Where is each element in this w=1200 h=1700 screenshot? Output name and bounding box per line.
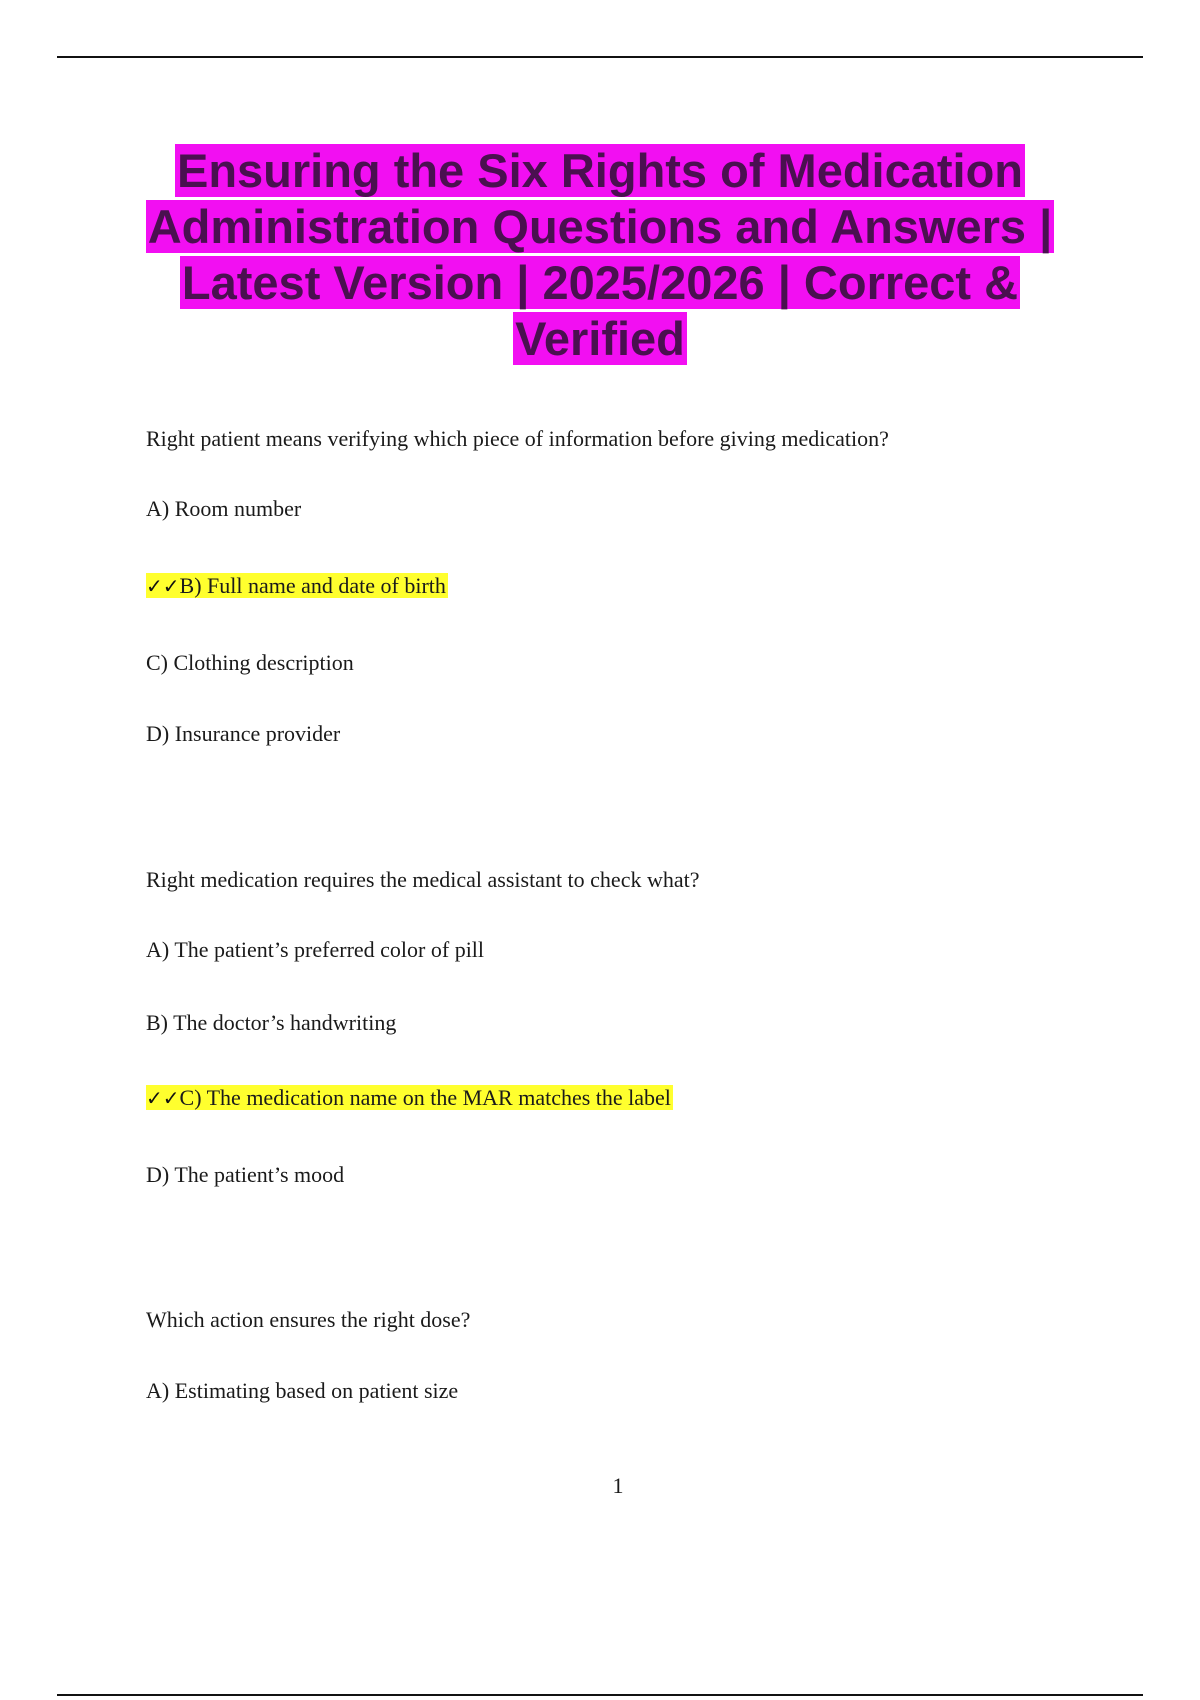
double-check-icon: ✓✓ xyxy=(146,574,180,598)
option-text: C) The medication name on the MAR matches the label xyxy=(179,1085,671,1110)
question-1-option-b xyxy=(146,572,448,600)
question-1-stem: Right patient means verifying which piece of information before giving medication? xyxy=(146,426,889,451)
option-text: B) Full name and date of birth xyxy=(179,573,446,598)
question-1-option-d: D) Insurance provider xyxy=(146,721,341,746)
page-number: 1 xyxy=(612,1473,624,1498)
header-rule xyxy=(57,56,1143,58)
question-3-stem: Which action ensures the right dose? xyxy=(146,1307,471,1332)
correct-answer-highlight xyxy=(146,1085,673,1110)
question-2-option-c xyxy=(146,1084,673,1112)
question-1-option-c: C) Clothing description xyxy=(146,650,354,675)
question-2-stem: Right medication requires the medical assistant to check what? xyxy=(146,867,700,892)
document-title xyxy=(140,143,1060,367)
question-2-option-d: D) The patient’s mood xyxy=(146,1162,345,1187)
correct-answer-highlight xyxy=(146,573,448,598)
footer-rule xyxy=(57,1694,1143,1696)
question-1-option-a: A) Room number xyxy=(146,496,302,521)
question-2-option-a: A) The patient’s preferred color of pill xyxy=(146,937,485,962)
question-3-option-a: A) Estimating based on patient size xyxy=(146,1378,459,1403)
title-text: Ensuring the Six Rights of Medication Administration Questions and Answers | Latest Version | 2025/2026 | Correct & Verified xyxy=(147,144,1053,365)
question-2-option-b: B) The doctor’s handwriting xyxy=(146,1010,397,1035)
double-check-icon: ✓✓ xyxy=(146,1086,180,1110)
